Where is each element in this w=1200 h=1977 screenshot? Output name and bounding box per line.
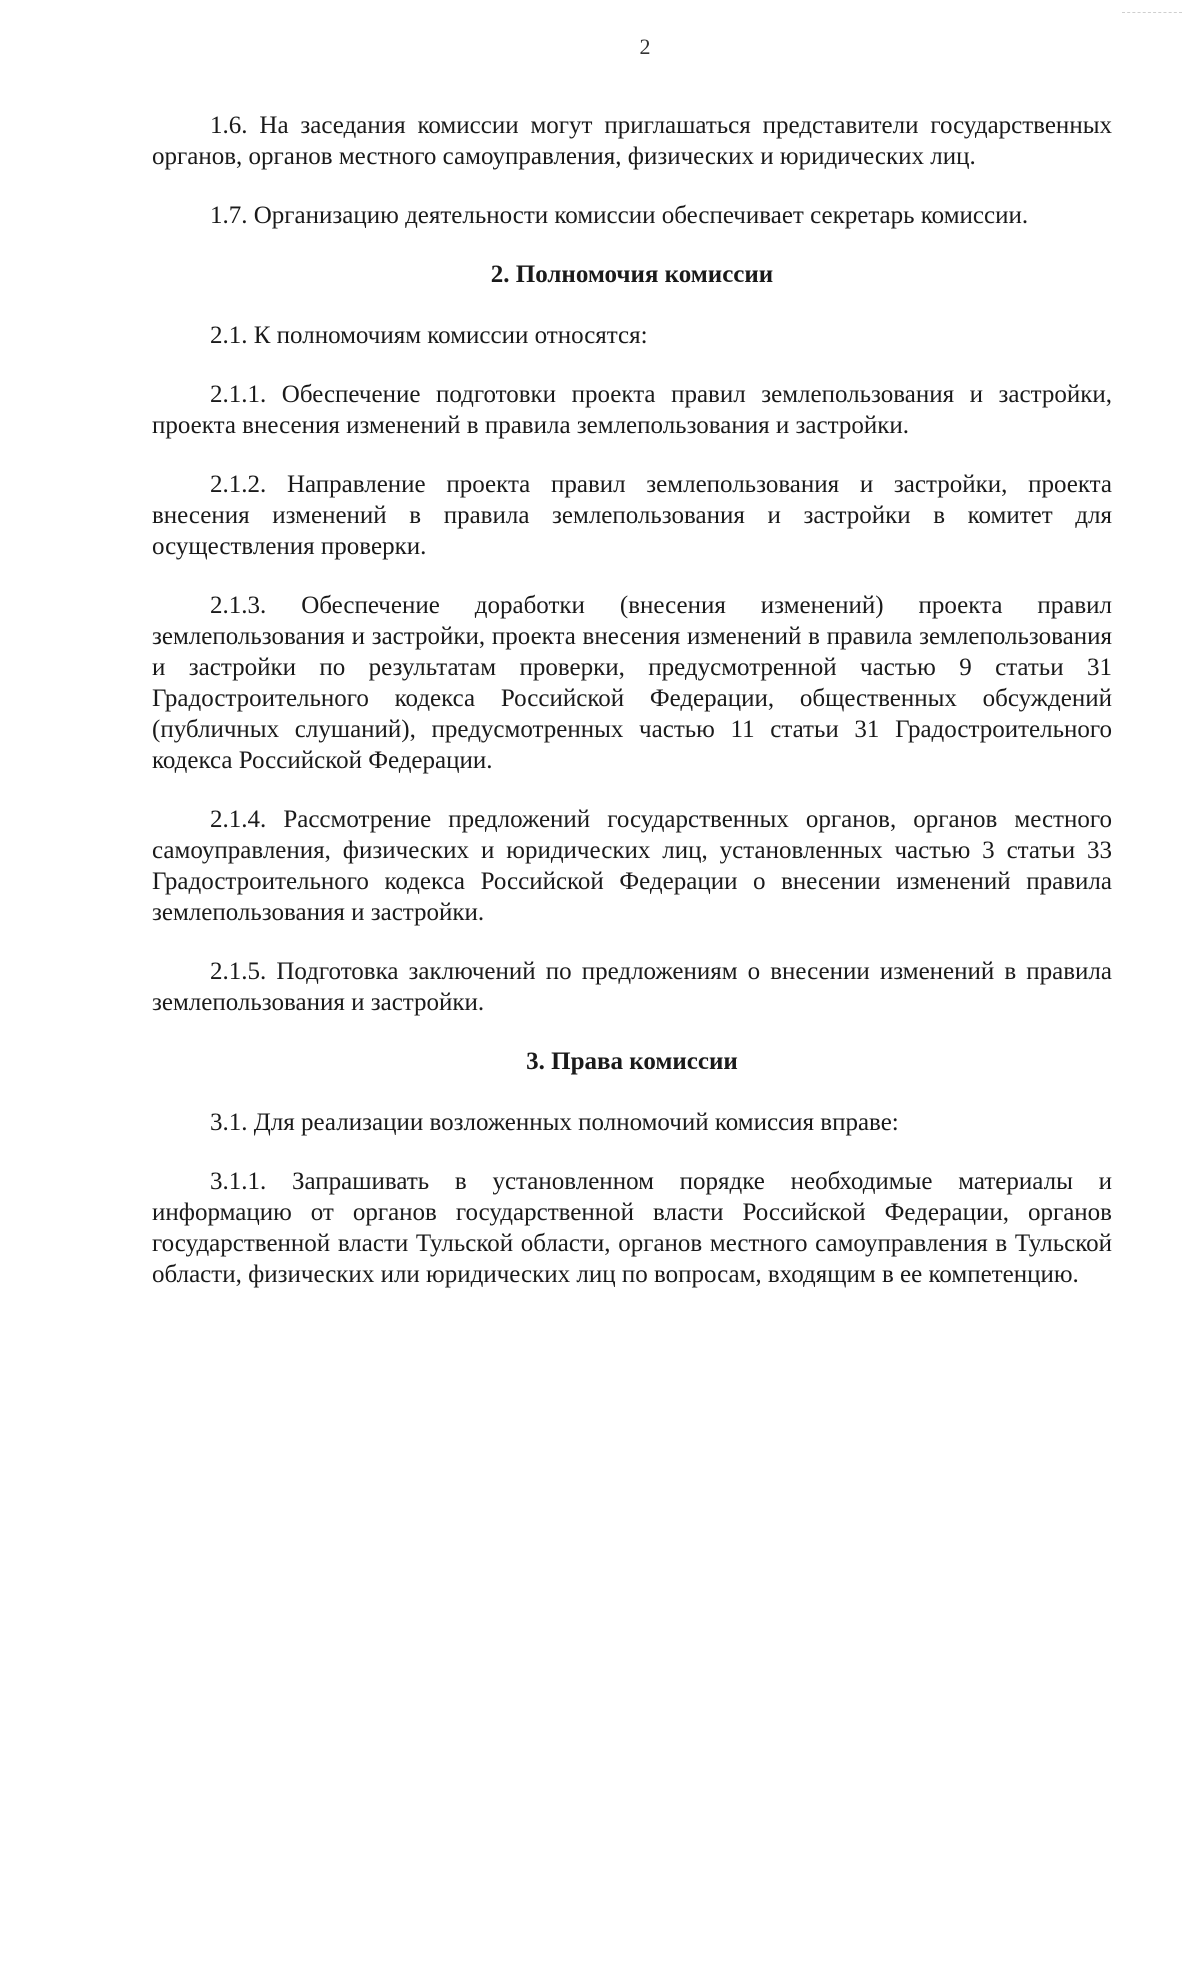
paragraph-3-1: 3.1. Для реализации возложенных полномочий комиссия вправе: (210, 1109, 899, 1136)
paragraph-2-1-1: 2.1.1. Обеспечение подготовки проекта правил землепользования и застройки, проекта внесения изменений в правила землепользования и застройки. (152, 381, 1112, 439)
scan-artifact (1122, 12, 1182, 15)
section-heading-2: 2. Полномочия комиссии (490, 261, 774, 288)
paragraph-1-7: 1.7. Организацию деятельности комиссии обеспечивает секретарь комиссии. (210, 202, 1029, 229)
page-number: 2 (639, 34, 651, 59)
document-body (152, 110, 1112, 1318)
paragraph-2-1-3: 2.1.3. Обеспечение доработки (внесения изменений) проекта правил землепользования и застройки, проекта внесения изменений в правила землепользования и застройки по результатам проверки, предусмотренной частью 9 статьи 31 Градостроительного кодекса Российской Федерации, общественных обсуждений (публичных слушаний), предусмотренных частью 11 статьи 31 Градостроительного кодекса Российской Федерации. (152, 592, 1112, 774)
paragraph-2-1-5: 2.1.5. Подготовка заключений по предложениям о внесении изменений в правила землепользования и застройки. (152, 958, 1112, 1016)
paragraph-2-1-4: 2.1.4. Рассмотрение предложений государственных органов, органов местного самоуправления, физических и юридических лиц, установленных частью 3 статьи 33 Градостроительного кодекса Российской Федерации о внесении изменений правила землепользования и застройки. (152, 806, 1112, 926)
paragraph-3-1-1: 3.1.1. Запрашивать в установленном порядке необходимые материалы и информацию от органов государственной власти Российской Федерации, органов государственной власти Тульской области, органов местного самоуправления в Тульской области, физических или юридических лиц по вопросам, входящим в ее компетенцию. (152, 1168, 1112, 1288)
paragraph-2-1-2: 2.1.2. Направление проекта правил землепользования и застройки, проекта внесения изменений в правила землепользования и застройки в комитет для осуществления проверки. (152, 471, 1112, 560)
paragraph-1-6: 1.6. На заседания комиссии могут приглашаться представители государственных органов, органов местного самоуправления, физических и юридических лиц. (152, 112, 1112, 170)
section-heading-3: 3. Права комиссии (526, 1048, 738, 1075)
paragraph-2-1: 2.1. К полномочиям комиссии относятся: (210, 322, 648, 349)
